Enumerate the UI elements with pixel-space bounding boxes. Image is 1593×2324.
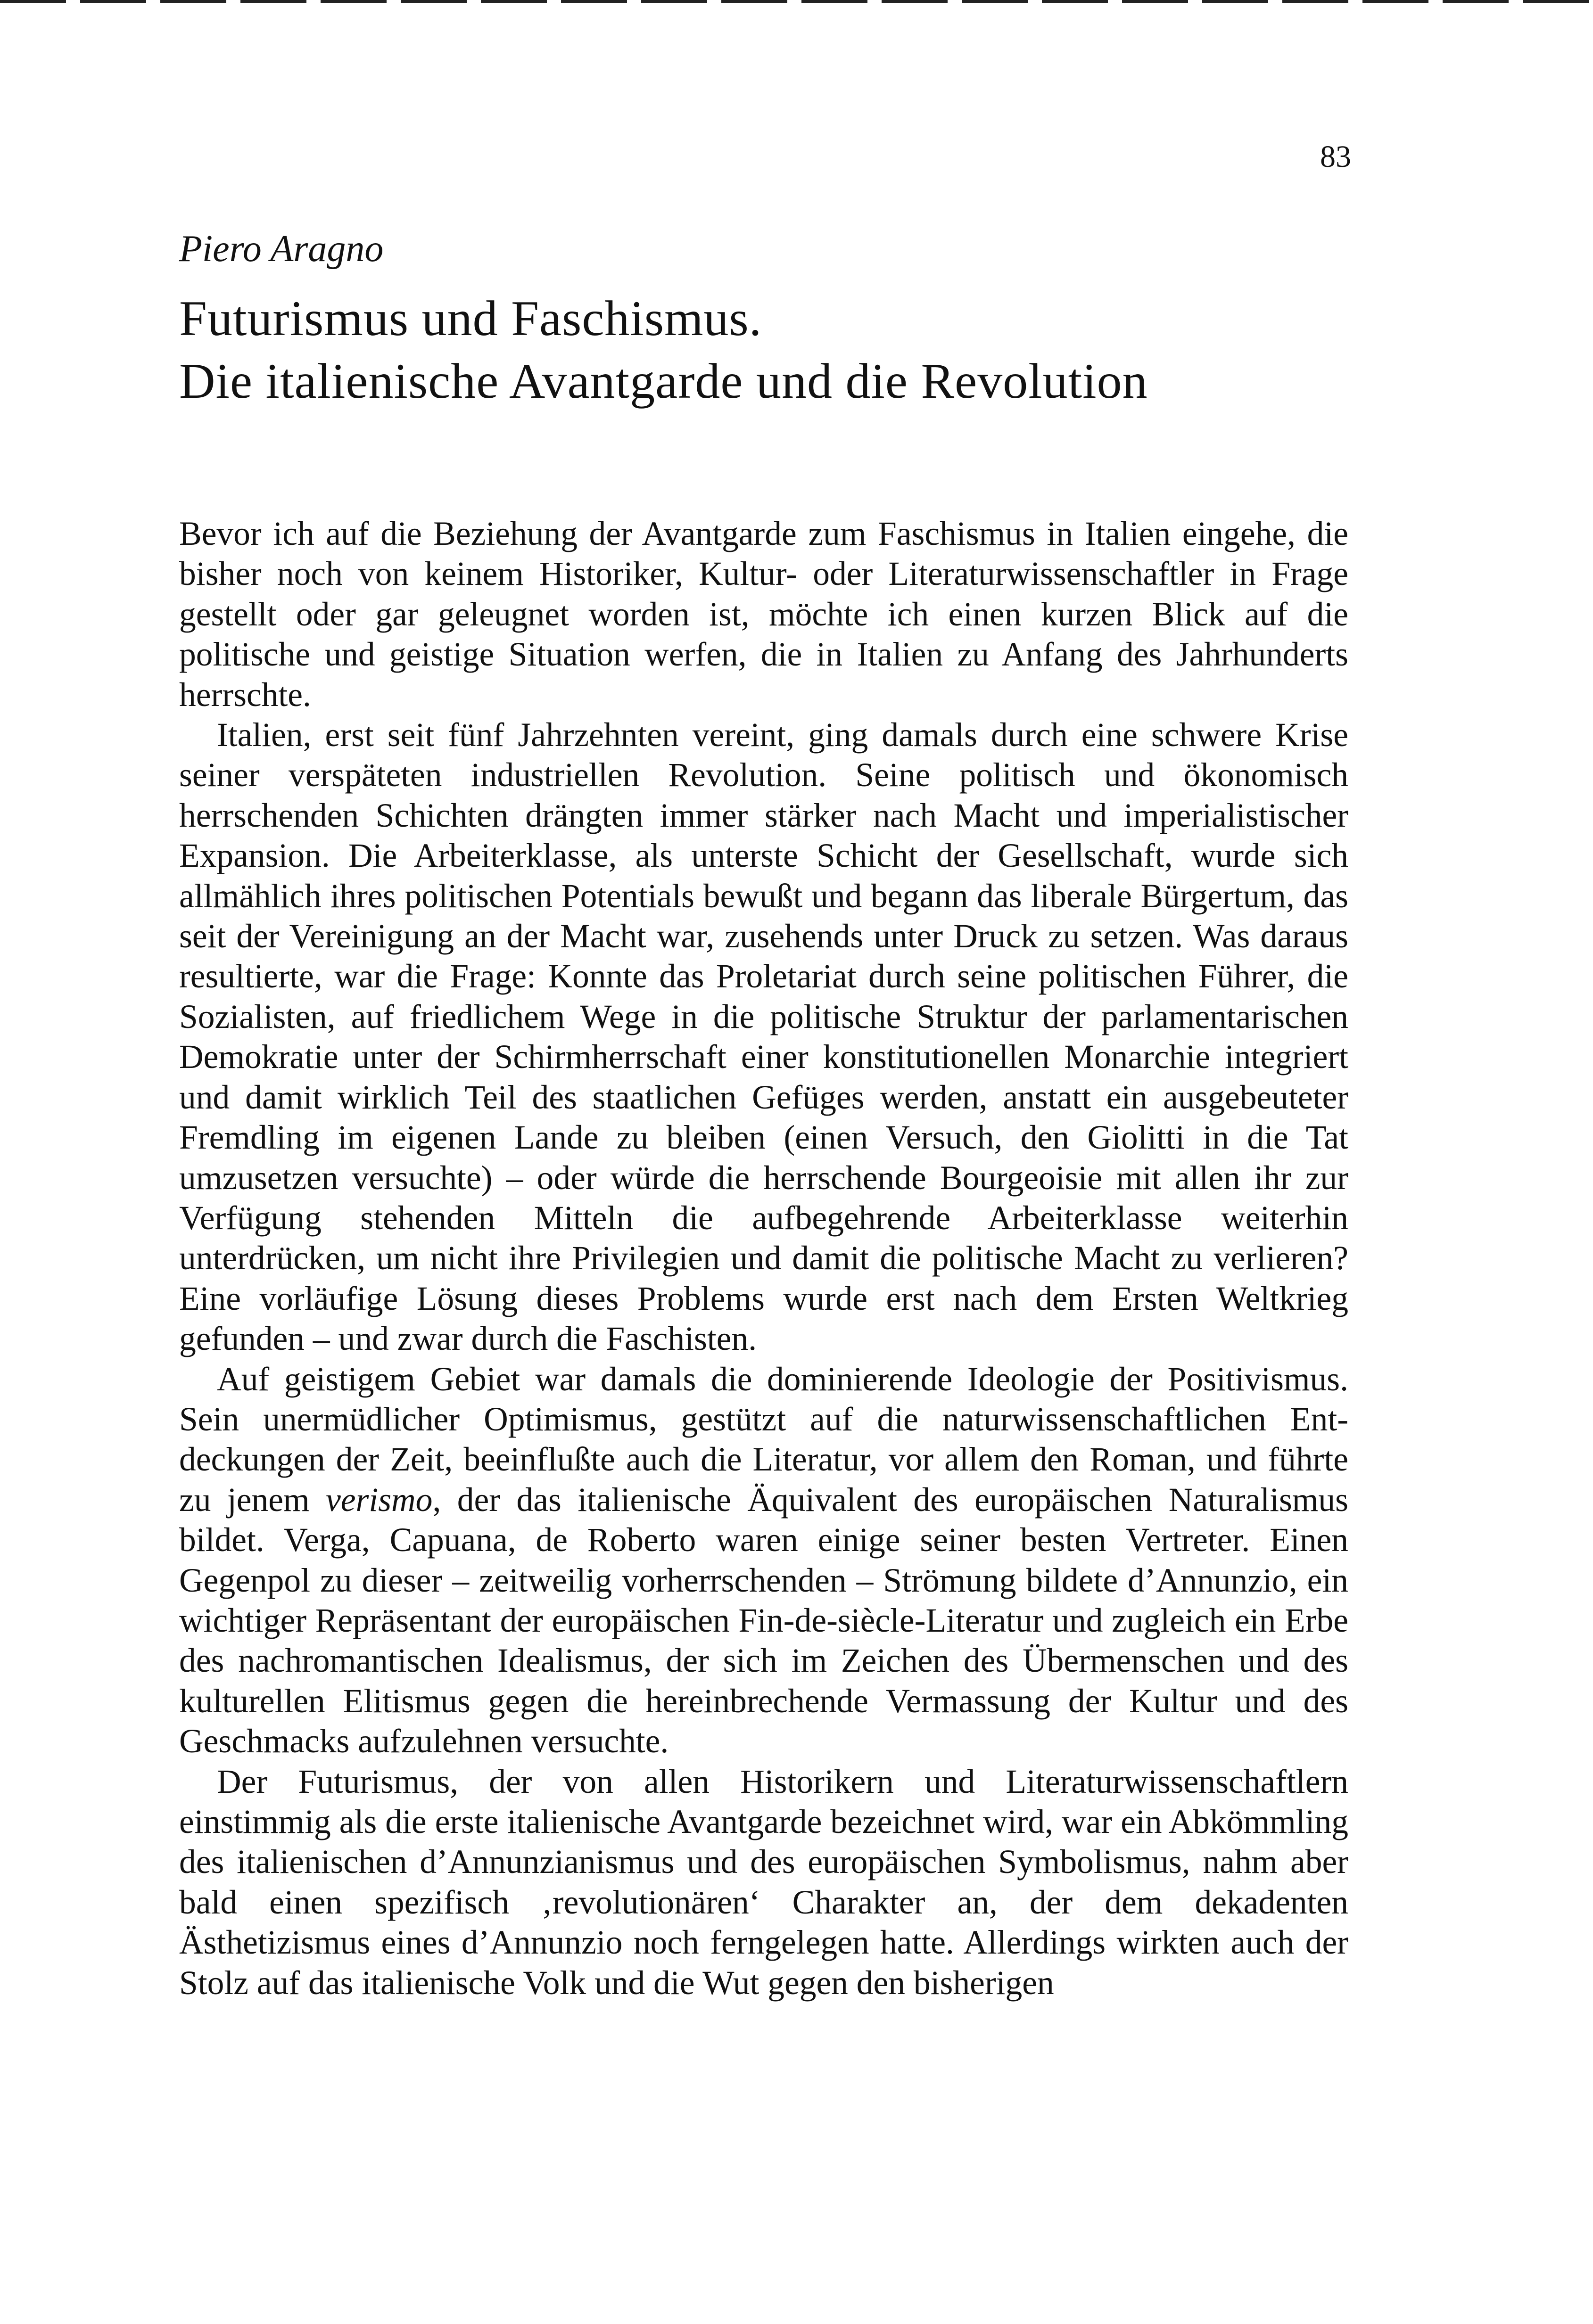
body-text — [179, 514, 1348, 2003]
paragraph: Bevor ich auf die Beziehung der Avantgarde zum Faschismus in Italien eingehe, die bisher noch von keinem Historiker, Kultur- oder Literaturwissenschaftler in Frage gestellt oder gar geleugnet worden ist, möchte ich einen kurzen Blick auf die politische und geistige Situation werfen, die in Italien zu Anfang des Jahrhunderts herrschte. — [179, 515, 1348, 714]
author-name: Piero Aragno — [179, 228, 384, 270]
page-number: 83 — [1320, 140, 1351, 174]
paragraph-text: , der das italienische Äquivalent des europäischen Naturalismus bildet. Verga, Capuana, de Roberto waren einige seiner besten Vertreter. Einen Gegenpol zu dieser – zeitweilig vorherrschenden – Strömung bildete d’Annunzio, ein wichtiger Repräsentant der europäischen Fin-de-siècle-Literatur und zugleich ein Erbe des nachromantischen Idealismus, der sich im Zeichen des Übermenschen und des kulturellen Elitismus gegen die hereinbrechende Vermassung der Kultur und des Geschmacks aufzulehnen versuchte. — [179, 1481, 1349, 1760]
paragraph — [179, 1359, 1348, 1762]
title-line: Die italienische Avantgarde und die Revolution — [179, 353, 1148, 409]
article-title — [179, 287, 1405, 412]
italic-term: verismo — [326, 1481, 433, 1519]
paragraph: Italien, erst seit fünf Jahrzehnten vereint, ging damals durch eine schwere Krise seiner verspäteten industriellen Revolution. Seine politisch und ökonomisch herrschenden Schichten drängten immer stärker nach Macht und imperialistischer Expansion. Die Arbeiterklasse, als unterste Schicht der Gesellschaft, wurde sich allmählich ihres politischen Potentials bewußt und begann das liberale Bürgertum, das seit der Vereinigung an der Macht war, zusehends unter Druck zu setzen. Was daraus resultierte, war die Frage: Konnte das Proletariat durch seine politischen Führer, die Sozialisten, auf friedlichem Wege in die politische Struktur der parlamentarischen Demokratie unter der Schirmherrschaft einer konstitutionellen Monarchie integriert und damit wirklich Teil des staatlichen Gefüges werden, anstatt ein ausgebeuteter Fremdling im eigenen Lande zu bleiben (einen Versuch, den Giolitti in die Tat umzusetzen versuchte) – oder würde die herrschende Bourgeoisie mit allen ihr zur Verfügung stehenden Mitteln die aufbegehrende Arbeiterklasse weiterhin unterdrücken, um nicht ihre Privilegien und damit die politische Macht zu verlieren? Eine vorläufige Lösung dieses Problems wurde erst nach dem Ersten Weltkrieg gefunden – und zwar durch die Faschisten. — [179, 716, 1348, 1358]
title-line: Futurismus und Faschismus. — [179, 291, 762, 346]
paragraph-text: Auf geistigem Gebiet war damals die dominierende Ideologie der Positivismus. Sein unermüdlicher Optimismus, gestützt auf die naturwissenschaftlichen Entdeckungen der Zeit, beeinflußte auch die Literatur, vor allem den Roman, und führte zu jenem — [179, 1360, 1348, 1519]
scan-edge-border — [0, 0, 1593, 3]
paragraph: Der Futurismus, der von allen Historikern und Literaturwissenschaftlern einstimmig als die erste italienische Avantgarde bezeichnet wird, war ein Abkömmling des italienischen d’Annunzianismus und des europäischen Symbolismus, nahm aber bald einen spezifisch ‚revolutionären‘ Charakter an, der dem dekadenten Ästhetizismus eines d’Annunzio noch ferngelegen hatte. Allerdings wirkten auch der Stolz auf das italienische Volk und die Wut gegen den bisherigen — [179, 1763, 1348, 2002]
